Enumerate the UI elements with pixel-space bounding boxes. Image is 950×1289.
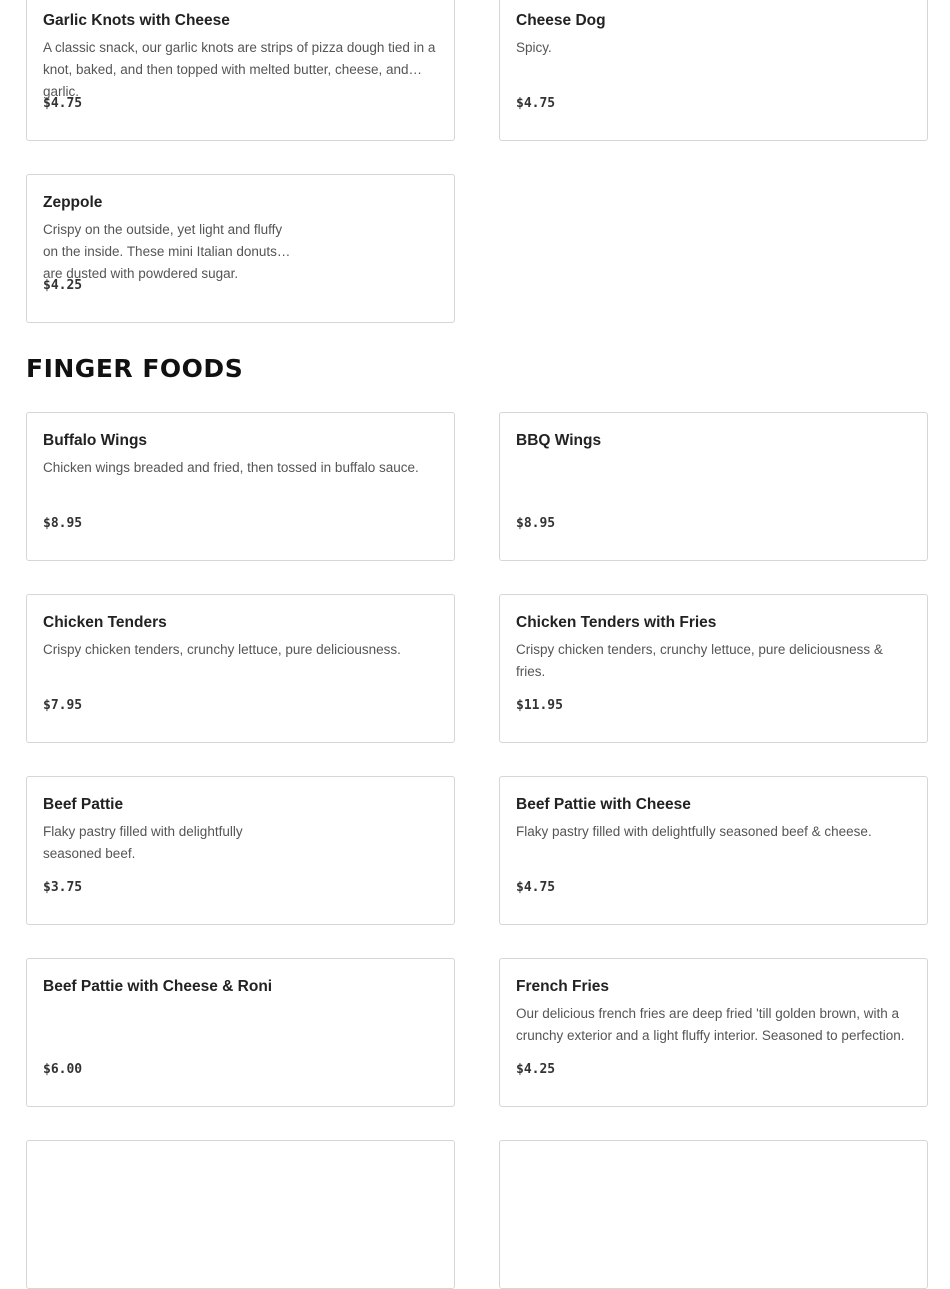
menu-item-price: $4.25: [43, 278, 83, 293]
menu-item-card-chicken-tenders-fries[interactable]: [499, 594, 928, 743]
menu-item-card-beef-pattie-cheese[interactable]: [499, 776, 928, 925]
menu-item-name: Chicken Tenders: [43, 614, 167, 631]
menu-item-name: Beef Pattie: [43, 796, 124, 813]
menu-item-price: $7.95: [43, 698, 83, 713]
menu-item-price: $4.75: [43, 96, 83, 111]
menu-item-description: Crispy chicken tenders, crunchy lettuce, pure deliciousness & fries.: [516, 642, 883, 679]
menu-item-price: $4.75: [516, 880, 556, 895]
menu-item-description: Crispy chicken tenders, crunchy lettuce, pure deliciousness.: [43, 642, 401, 657]
section-title-finger-foods: FINGER FOODS: [26, 354, 244, 383]
menu-item-description: Flaky pastry filled with delightfully seasoned beef & cheese.: [516, 824, 872, 839]
menu-item-name: Buffalo Wings: [43, 432, 148, 449]
menu-item-name: Cheese Dog: [516, 12, 606, 29]
menu-item-name: Zeppole: [43, 194, 103, 211]
menu-item-card-next[interactable]: [26, 1140, 455, 1289]
menu-item-price: $4.75: [516, 96, 556, 111]
menu-item-name: Chicken Tenders with Fries: [516, 614, 717, 631]
menu-item-price: $11.95: [516, 698, 563, 713]
menu-item-description: Our delicious french fries are deep fried 'till golden brown, with a crunchy exterior and a light fluffy interior. Seasoned to perfection.: [516, 1006, 905, 1043]
menu-item-card-bbq-wings[interactable]: [499, 412, 928, 561]
menu-item-description: Crispy on the outside, yet light and fluffy on the inside. These mini Italian donuts are dusted with powdered sugar.: [43, 222, 283, 281]
menu-item-card-beef-pattie-cheese-roni[interactable]: [26, 958, 455, 1107]
menu-item-price: $6.00: [43, 1062, 83, 1077]
menu-item-card-buffalo-wings[interactable]: [26, 412, 455, 561]
menu-item-price: $4.25: [516, 1062, 556, 1077]
menu-item-price: $3.75: [43, 880, 83, 895]
menu-item-description: A classic snack, our garlic knots are strips of pizza dough tied in a knot, baked, and then topped with melted butter, cheese, and garlic.: [43, 40, 436, 99]
menu-item-name: French Fries: [516, 978, 610, 995]
menu-item-card-beef-pattie[interactable]: [26, 776, 455, 925]
menu-item-description: Chicken wings breaded and fried, then tossed in buffalo sauce.: [43, 460, 419, 475]
menu-item-name: Beef Pattie with Cheese & Roni: [43, 978, 273, 995]
menu-item-price: $8.95: [43, 516, 83, 531]
menu-item-card-next[interactable]: [499, 1140, 928, 1289]
menu-item-card-french-fries[interactable]: [499, 958, 928, 1107]
menu-item-card-garlic-knots[interactable]: [26, 0, 455, 141]
menu-item-name: Garlic Knots with Cheese: [43, 12, 230, 29]
menu-item-description: Spicy.: [516, 40, 552, 55]
menu-item-description: Flaky pastry filled with delightfully seasoned beef.: [43, 824, 243, 861]
menu-item-name: Beef Pattie with Cheese: [516, 796, 691, 813]
menu-item-price: $8.95: [516, 516, 556, 531]
menu-item-name: BBQ Wings: [516, 432, 602, 449]
menu-item-card-chicken-tenders[interactable]: [26, 594, 455, 743]
menu-item-card-cheese-dog[interactable]: [499, 0, 928, 141]
menu-item-card-zeppole[interactable]: [26, 174, 455, 323]
